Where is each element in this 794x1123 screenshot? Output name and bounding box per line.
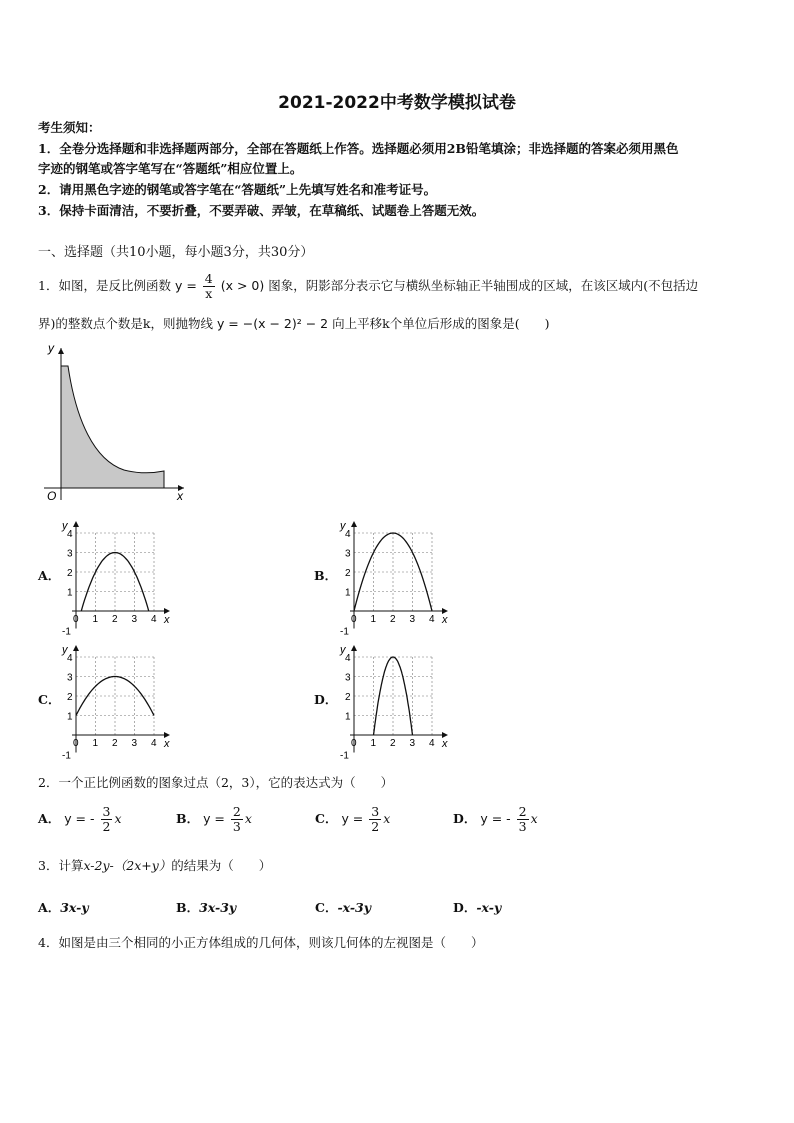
q2-option-c-fraction [369, 805, 381, 834]
question-1-line-1 [38, 272, 698, 301]
x-tick-label: 1 [92, 738, 99, 749]
notice-item-3: 3．保持卡面清洁，不要折叠，不要弄破、弄皱，在草稿纸、试题卷上答题无效。 [38, 203, 485, 218]
y-tick-label: 2 [345, 692, 351, 703]
y-tick-label: 3 [67, 672, 73, 684]
question-3-stem [38, 856, 271, 876]
y-tick-label: 4 [345, 653, 351, 664]
q2-option-c[interactable] [315, 805, 390, 834]
q3-option-c-label: C． [315, 900, 338, 915]
shaded-region [61, 366, 164, 488]
x-axis-label: x [442, 614, 448, 626]
y-axis-arrow [73, 521, 79, 527]
q2-b-var: x [244, 811, 252, 826]
q3-option-c[interactable] [315, 898, 371, 918]
option-b-graph[interactable] [336, 508, 456, 636]
y-tick-label: 4 [67, 529, 73, 540]
y-axis-label: y [340, 520, 346, 532]
q1-fraction-denominator: x [205, 286, 213, 301]
q2-option-d-label: D． [453, 811, 477, 826]
q2-option-d-expr: y = - [480, 811, 511, 826]
q1-option-b-label[interactable]: B． [314, 568, 338, 583]
notice-item-2: 2．请用黑色字迹的钢笔或答字笔在“答题纸”上先填写姓名和准考证号。 [38, 182, 437, 197]
y-axis-arrow [351, 521, 357, 527]
q1-condition: (x > 0) [220, 278, 265, 293]
q3-stem-b: 的结果为（ ） [171, 858, 272, 873]
q3-stem-a: 3．计算 [38, 858, 84, 873]
x-tick-label: 0 [351, 614, 357, 625]
y-axis-arrow [58, 348, 64, 354]
x-tick-label: 0 [73, 614, 79, 625]
y-tick-label: 1 [345, 711, 351, 723]
section-heading: 一、选择题（共10小题，每小题3分，共30分） [38, 245, 314, 260]
x-tick-label: 3 [409, 614, 416, 625]
x-tick-label: 1 [370, 614, 377, 625]
x-tick-label: 2 [112, 614, 118, 625]
y-tick-label: 2 [67, 568, 73, 579]
x-axis-label: x [164, 738, 170, 750]
q2-b-num: 2 [232, 804, 241, 819]
notice-item-1-cont: 字迹的钢笔或答字笔写在“答题纸”相应位置上。 [38, 161, 303, 176]
x-tick-label: 2 [112, 738, 118, 749]
x-tick-label: 4 [429, 738, 435, 749]
x-axis-label: x [164, 614, 170, 626]
y-tick-label: -1 [340, 750, 349, 760]
q3-option-b-expr: 3x-3y [199, 900, 237, 915]
q1-text-a: 1．如图，是反比例函数 [38, 278, 171, 293]
q3-option-b-label: B． [176, 900, 200, 915]
x-tick-label: 3 [131, 614, 138, 625]
y-axis-label: y [62, 520, 68, 532]
q2-d-var: x [530, 811, 538, 826]
q3-option-c-expr: -x-3y [337, 900, 372, 915]
q3-option-b[interactable] [176, 898, 236, 918]
fig-x-label: x [177, 489, 183, 503]
question-1-line-2 [38, 314, 549, 334]
question-2-stem: 2．一个正比例函数的图象过点（2，3），它的表达式为（ ） [38, 775, 394, 790]
q1-text-d: 向上平移k个单位后形成的图象是( ) [332, 316, 550, 331]
fig-y-label: y [48, 341, 54, 355]
notice-item-1: 1．全卷分选择题和非选择题两部分，全部在答题纸上作答。选择题必须用2B铅笔填涂；非选择题的答案必须用黑色 [38, 141, 679, 156]
x-tick-label: 1 [92, 614, 99, 625]
q2-option-a-label: A． [38, 811, 61, 826]
x-tick-label: 4 [151, 614, 157, 625]
option-a-graph[interactable] [58, 508, 178, 636]
question-4-stem: 4．如图是由三个相同的小正方体组成的几何体，则该几何体的左视图是（ ） [38, 935, 484, 950]
q1-text-c: 界)的整数点个数是k，则抛物线 [38, 316, 213, 331]
y-tick-label: 2 [67, 692, 73, 703]
q2-d-den: 3 [518, 819, 527, 834]
q1-fraction [203, 272, 215, 301]
y-tick-label: 1 [345, 587, 351, 599]
x-axis-label: x [442, 738, 448, 750]
q2-c-num: 3 [371, 804, 380, 819]
q2-d-num: 2 [518, 804, 527, 819]
q3-option-a-label: A． [38, 900, 61, 915]
y-tick-label: 1 [67, 587, 73, 599]
y-tick-label: 3 [67, 548, 73, 560]
q2-option-d[interactable] [453, 805, 538, 834]
option-c-graph[interactable] [58, 632, 178, 760]
x-tick-label: 2 [390, 738, 396, 749]
q2-option-d-fraction [517, 805, 529, 834]
q3-option-d[interactable] [453, 898, 501, 918]
x-tick-label: 0 [351, 738, 357, 749]
q1-formula-y: y = [174, 278, 197, 293]
y-tick-label: 1 [67, 711, 73, 723]
x-tick-label: 4 [429, 614, 435, 625]
y-axis-arrow [351, 645, 357, 651]
q2-option-a-fraction [101, 805, 113, 834]
q3-stem-expr: x-2y-（2x+y） [83, 858, 172, 873]
q1-option-a-label[interactable]: A． [38, 568, 61, 583]
y-tick-label: 4 [345, 529, 351, 540]
q2-c-den: 2 [371, 819, 380, 834]
x-tick-label: 1 [370, 738, 377, 749]
y-tick-label: -1 [62, 626, 71, 636]
q2-a-var: x [114, 811, 122, 826]
y-axis-arrow [73, 645, 79, 651]
q1-fraction-numerator: 4 [204, 271, 213, 286]
q2-c-var: x [383, 811, 391, 826]
y-tick-label: -1 [62, 750, 71, 760]
q2-a-den: 2 [102, 819, 111, 834]
q1-option-d-label[interactable]: D． [314, 692, 338, 707]
option-d-graph[interactable] [336, 632, 456, 760]
q2-b-den: 3 [232, 819, 241, 834]
x-tick-label: 0 [73, 738, 79, 749]
hyperbola-figure [34, 340, 194, 505]
q1-text-b: 图象，阴影部分表示它与横纵坐标轴正半轴围成的区域，在该区域内(不包括边 [268, 278, 699, 293]
q1-option-c-label[interactable]: C． [38, 692, 61, 707]
y-tick-label: 2 [345, 568, 351, 579]
y-axis-label: y [62, 644, 68, 656]
q2-option-b-expr: y = [203, 811, 225, 826]
q1-parabola-formula: y = −(x − 2)² − 2 [216, 316, 329, 331]
q2-a-num: 3 [102, 804, 111, 819]
q2-option-a-expr: y = - [64, 811, 95, 826]
x-tick-label: 2 [390, 614, 396, 625]
page-title: 2021-2022中考数学模拟试卷 [278, 93, 516, 113]
q2-option-c-expr: y = [341, 811, 364, 826]
y-tick-label: 4 [67, 653, 73, 664]
q3-option-a-expr: 3x-y [60, 900, 89, 915]
q2-option-a[interactable] [38, 805, 122, 834]
q2-option-b[interactable] [176, 805, 252, 834]
q2-option-b-fraction [231, 805, 243, 834]
q3-option-d-label: D． [453, 900, 477, 915]
q3-option-d-expr: -x-y [476, 900, 502, 915]
y-tick-label: 3 [345, 672, 351, 684]
q3-option-a[interactable] [38, 898, 89, 918]
q2-option-b-label: B． [176, 811, 200, 826]
x-tick-label: 3 [409, 738, 416, 749]
x-tick-label: 3 [131, 738, 138, 749]
y-tick-label: -1 [340, 626, 349, 636]
notice-heading: 考生须知： [38, 120, 101, 135]
fig-origin-label: O [47, 489, 57, 503]
q2-option-c-label: C． [315, 811, 338, 826]
y-axis-label: y [340, 644, 346, 656]
y-tick-label: 3 [345, 548, 351, 560]
parabola-curve [354, 533, 432, 611]
parabola-curve [374, 657, 413, 735]
x-tick-label: 4 [151, 738, 157, 749]
